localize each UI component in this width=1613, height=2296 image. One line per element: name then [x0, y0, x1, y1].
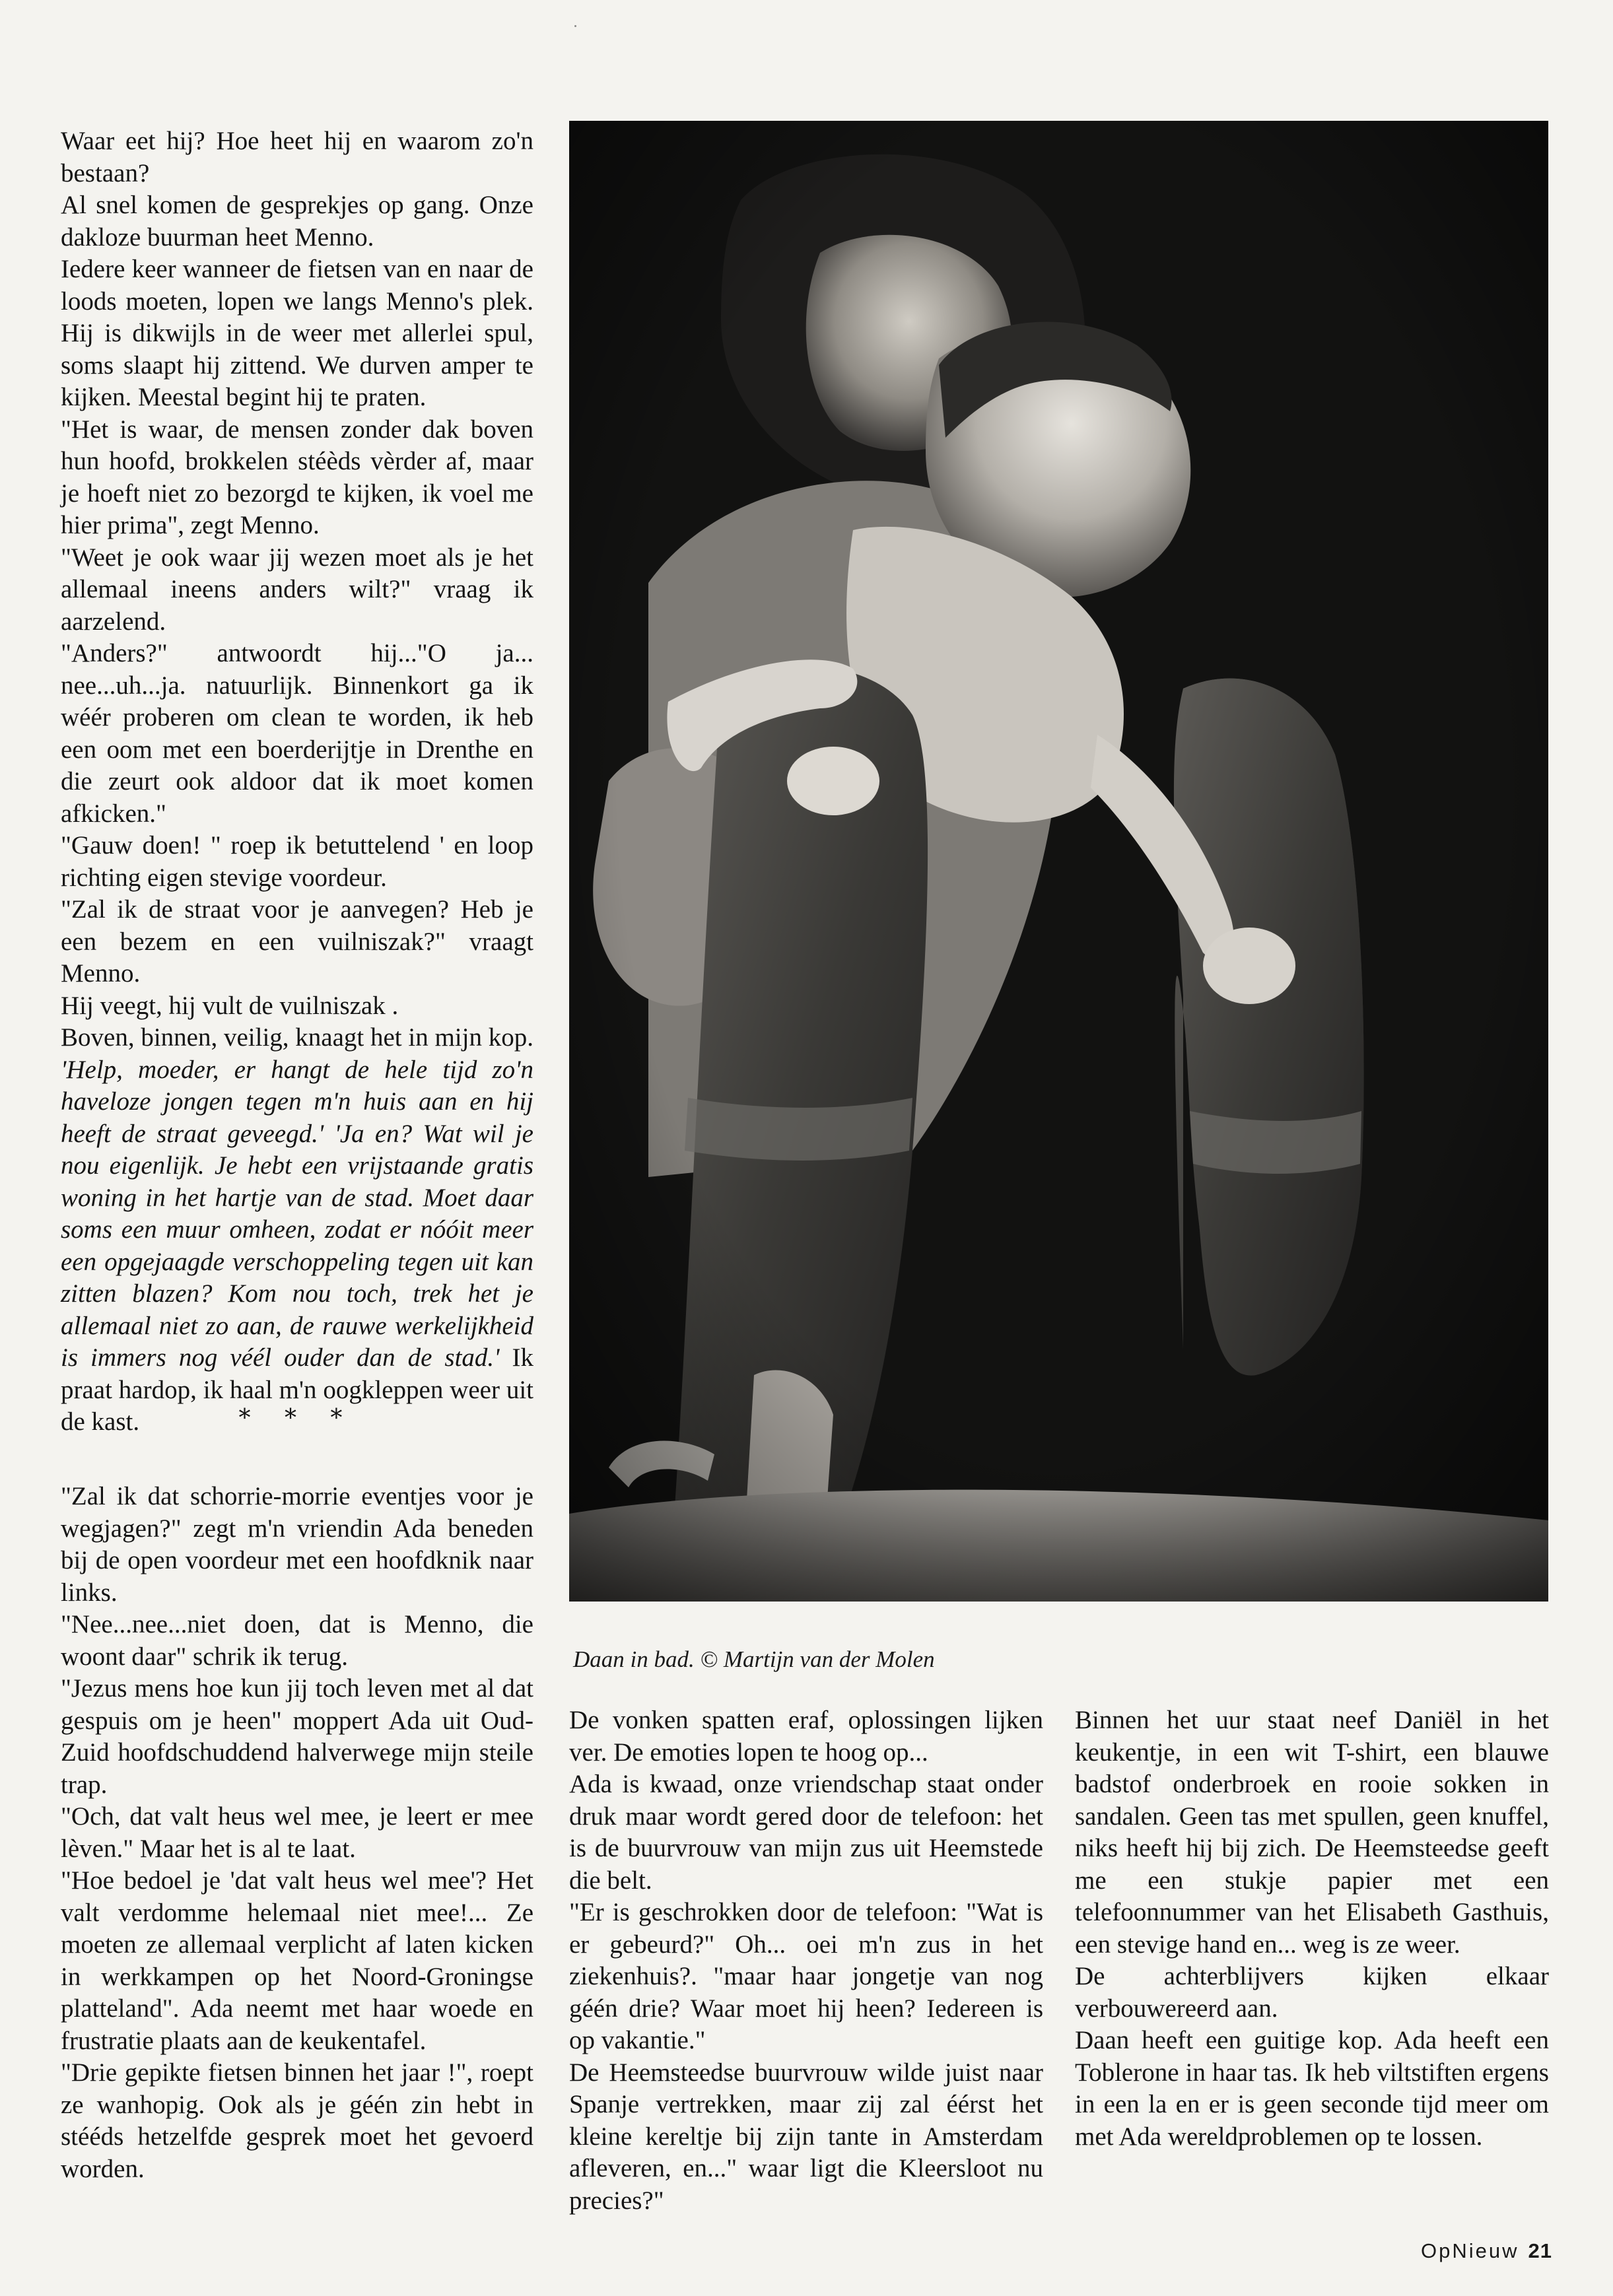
article-column-right: [1075, 1705, 1549, 2153]
paragraph: Hij veegt, hij vult de vuilniszak .: [61, 991, 399, 1020]
paragraph: De vonken spatten eraf, oplossingen lijken ver. De emoties lopen te hoog op...: [569, 1706, 1043, 1767]
section-separator: * * *: [238, 1405, 356, 1432]
paragraph: Binnen het uur staat neef Daniël in het keukentje, in een wit T-shirt, een blauwe badstof onderbroek en rooie sokken in sandalen. Geen tas met spullen, geen knuffel, niks heeft hij bij zich. De Heemsteedse geeft me een stukje papier met een telefoonnummer van het Elisabeth Gasthuis, een stevige hand en... weg is ze weer.: [1075, 1706, 1549, 1959]
paragraph: Ada is kwaad, onze vriendschap staat onder druk maar wordt gered door de telefoon: het is de buurvrouw van mijn zus uit Heemstede die belt.: [569, 1770, 1043, 1895]
paragraph: De achterblijvers kijken elkaar verbouwereerd aan.: [1075, 1962, 1549, 2023]
paragraph: "Er is geschrokken door de telefoon: "Wat is er gebeurd?" Oh... oei m'n zus in het ziekenhuis?. "maar haar jongetje van nog géén drie? Waar moet hij heen? Iedereen is op vakantie.": [569, 1898, 1043, 2054]
magazine-name: OpNieuw: [1421, 2239, 1519, 2262]
paragraph: Boven, binnen, veilig, knaagt het in mijn kop.: [61, 1023, 533, 1052]
paragraph: "Gauw doen! " roep ik betuttelend ' en loop richting eigen stevige voordeur.: [61, 831, 533, 892]
paragraph-tail: Ik praat hardop, ik haal m'n oogkleppen weer uit de kast.: [61, 1343, 533, 1436]
page-number: 21: [1528, 2239, 1552, 2262]
photo-illustration: [569, 121, 1548, 1602]
paragraph: "Zal ik de straat voor je aanvegen? Heb je een bezem en een vuilniszak?" vraagt Menno.: [61, 895, 533, 988]
paragraph: "Weet je ook waar jij wezen moet als je het allemaal ineens anders wilt?" vraag ik aarzelend.: [61, 543, 533, 636]
scan-speck: [574, 25, 576, 27]
paragraph: De Heemsteedse buurvrouw wilde juist naar Spanje vertrekken, maar zij zal éérst het kleine kereltje bij zijn tante in Amsterdam afleveren, en..." waar ligt die Kleersloot nu precies?": [569, 2058, 1043, 2215]
paragraph: "Nee...nee...niet doen, dat is Menno, die woont daar" schrik ik terug.: [61, 1610, 533, 1671]
paragraph: "Zal ik dat schorrie-morrie eventjes voor je wegjagen?" zegt m'n vriendin Ada beneden bij de open voordeur met een hoofdknik naar links.: [61, 1482, 533, 1607]
page-footer: [1421, 2239, 1552, 2263]
paragraph-mixed: [61, 1054, 533, 1438]
article-column-middle: [569, 1705, 1043, 2217]
paragraph: Iedere keer wanneer de fietsen van en naar de loods moeten, lopen we langs Menno's plek. Hij is dikwijls in de weer met allerlei spul, soms slaapt hij zittend. We durven amper te kijken. Meestal begint hij te praten.: [61, 255, 533, 411]
paragraph: "Het is waar, de mensen zonder dak boven hun hoofd, brokkelen stéèds vèrder af, maar je hoeft niet zo bezorgd te kijken, ik voel me hier prima", zegt Menno.: [61, 415, 533, 539]
photo-caption: Daan in bad. © Martijn van der Molen: [573, 1646, 935, 1672]
article-column-left-bottom: [61, 1481, 533, 2185]
paragraph: "Hoe bedoel je 'dat valt heus wel mee'? Het valt verdomme helemaal niet mee!... Ze moeten ze allemaal verplicht af laten kicken in werkkampen op het Noord-Groningse platteland". Ada neemt met haar woede en frustratie plaats aan de keukentafel.: [61, 1866, 533, 2055]
photo-mother-and-child: [569, 121, 1548, 1602]
italic-passage: 'Help, moeder, er hangt de hele tijd zo'n haveloze jongen tegen m'n huis aan en hij heeft de straat geveegd.' 'Ja en? Wat wil je nou eigenlijk. Je hebt een vrijstaande gratis woning in het hartje van de stad. Moet daar soms een muur omheen, zodat er nóóit meer een opgejaagde verschoppeling tegen uit kan zitten blazen? Kom nou toch, trek het je allemaal niet zo aan, de rauwe werkelijkheid is immers nog véél ouder dan de stad.': [61, 1055, 533, 1372]
paragraph: "Och, dat valt heus wel mee, je leert er mee lèven." Maar het is al te laat.: [61, 1802, 533, 1863]
paragraph: "Anders?" antwoordt hij..."O ja... nee...uh...ja. natuurlijk. Binnenkort ga ik wéér proberen om clean te worden, ik heb een oom met een boerderijtje in Drenthe en die zeurt ook aldoor dat ik moet komen afkicken.": [61, 639, 533, 828]
paragraph: Waar eet hij? Hoe heet hij en waarom zo'n bestaan?: [61, 127, 533, 187]
paragraph: "Drie gepikte fietsen binnen het jaar !", roept ze wanhopig. Ook als je géén zin hebt in stééds hetzelfde gesprek moet het gevoerd worden.: [61, 2058, 533, 2183]
paragraph: "Jezus mens hoe kun jij toch leven met al dat gespuis om je heen" moppert Ada uit Oud-Zuid hoofdschuddend halverwege mijn steile trap.: [61, 1674, 533, 1799]
article-column-left-top: [61, 125, 533, 1438]
paragraph: Daan heeft een guitige kop. Ada heeft een Toblerone in haar tas. Ik heb viltstiften ergens in een la en er is geen seconde tijd meer om met Ada wereldproblemen op te lossen.: [1075, 2026, 1549, 2151]
paragraph: Al snel komen de gesprekjes op gang. Onze dakloze buurman heet Menno.: [61, 191, 533, 252]
